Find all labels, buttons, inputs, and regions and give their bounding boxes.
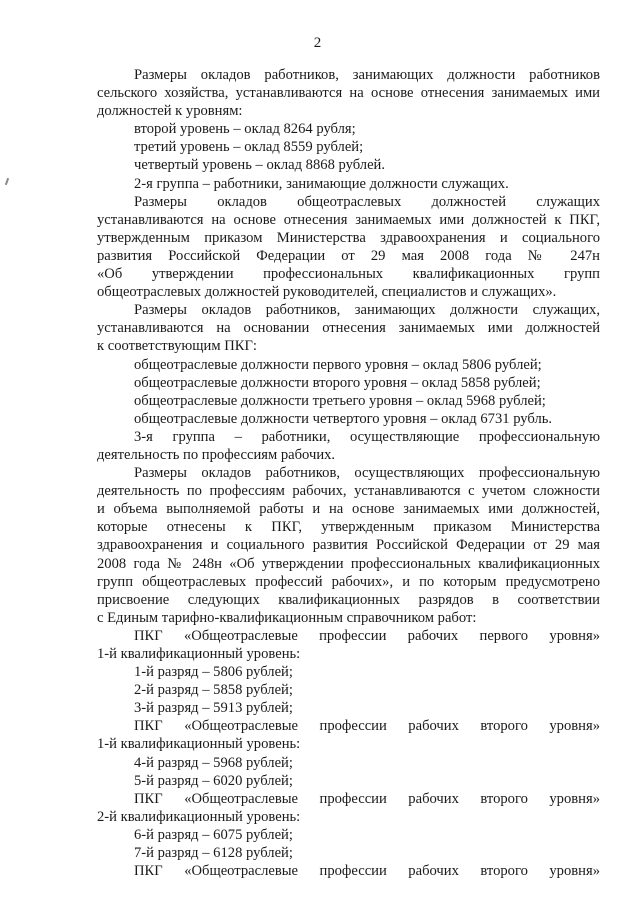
text-line: 1-й квалификационный уровень: <box>97 646 301 662</box>
text-line: к соответствующим ПКГ: <box>97 338 257 355</box>
text-line: второй уровень – оклад 8264 рубля; <box>134 121 356 138</box>
text-line: деятельность по профессиям рабочих, устанавливаются с учетом сложности <box>97 483 600 500</box>
text-line: 2-й разряд – 5858 рублей; <box>134 682 293 699</box>
text-line: здравоохранения и социального развития Российской Федерации от 29 мая <box>97 537 600 554</box>
text-line: общеотраслевые должности второго уровня – оклад 5858 рублей; <box>134 374 541 391</box>
text-line: общеотраслевые должности четвертого уровня – оклад 6731 рубль. <box>134 410 553 427</box>
text-line: ПКГ «Общеотраслевые профессии рабочих второго уровня» <box>134 863 600 880</box>
text-line: которые отнесены к ПКГ, утвержденным приказом Министерства <box>97 519 600 536</box>
text-line: «Об утверждении профессиональных квалификационных групп <box>97 266 600 283</box>
text-line: общеотраслевые должности третьего уровня – оклад 5968 рублей; <box>134 392 546 409</box>
document-body <box>97 66 600 880</box>
text-line: Размеры окладов общеотраслевых должностей служащих <box>134 193 600 210</box>
text-line: общеотраслевых должностей руководителей, специалистов и служащих». <box>97 284 557 301</box>
text-line: третий уровень – оклад 8559 рублей; <box>134 139 364 156</box>
text-line: утвержденным приказом Министерства здравоохранения и социального <box>97 229 600 246</box>
scan-speck <box>5 178 9 185</box>
text-line: Размеры окладов работников, осуществляющих профессиональную <box>134 465 600 482</box>
text-line: 3-й разряд – 5913 рублей; <box>134 700 293 717</box>
text-line: 1-й разряд – 5806 рублей; <box>134 664 293 681</box>
text-line: Размеры окладов работников, занимающих должности работников <box>134 67 600 83</box>
text-line: 1-й квалификационный уровень: <box>97 736 301 753</box>
text-line: с Единым тарифно-квалификационным справочником работ: <box>97 609 477 626</box>
text-line: Размеры окладов работников, занимающих должности служащих, <box>134 302 600 319</box>
text-line: и объема выполняемой работы и на основе занимаемых ими должностей, <box>97 501 600 518</box>
text-line: 4-й разряд – 5968 рублей; <box>134 754 293 771</box>
text-line: 5-й разряд – 6020 рублей; <box>134 772 293 789</box>
text-line: 6-й разряд – 6075 рублей; <box>134 826 293 843</box>
text-line: четвертый уровень – оклад 8868 рублей. <box>134 157 386 174</box>
text-line: 2-я группа – работники, занимающие должности служащих. <box>134 175 509 192</box>
text-line: должностей к уровням: <box>97 103 243 120</box>
text-line: общеотраслевые должности первого уровня – оклад 5806 рублей; <box>134 356 542 373</box>
text-line: ПКГ «Общеотраслевые профессии рабочих первого уровня» <box>134 627 600 644</box>
text-line: устанавливаются на основе отнесения занимаемых ими должностей к ПКГ, <box>97 211 600 228</box>
text-line: ПКГ «Общеотраслевые профессии рабочих второго уровня» <box>134 718 600 735</box>
page-number: 2 <box>313 35 322 51</box>
text-line: деятельность по профессиям рабочих. <box>97 446 336 463</box>
text-line: ПКГ «Общеотраслевые профессии рабочих второго уровня» <box>134 790 600 807</box>
text-line: групп общеотраслевых профессий рабочих», и по которым предусмотрено <box>97 573 600 590</box>
text-line: 7-й разряд – 6128 рублей; <box>134 845 293 862</box>
text-line: 2-й квалификационный уровень: <box>97 808 301 825</box>
text-line: 3-я группа – работники, осуществляющие профессиональную <box>134 428 600 445</box>
text-line: 2008 года № 248н «Об утверждении профессиональных квалификационных <box>97 555 600 572</box>
text-line: развития Российской Федерации от 29 мая 2008 года № 247н <box>97 247 600 264</box>
text-line: устанавливаются на основании отнесения занимаемых ими должностей <box>97 320 600 337</box>
text-line: присвоение следующих квалификационных разрядов в соответствии <box>97 591 600 608</box>
text-line: сельского хозяйства, устанавливаются на основе отнесения занимаемых ими <box>97 85 600 102</box>
